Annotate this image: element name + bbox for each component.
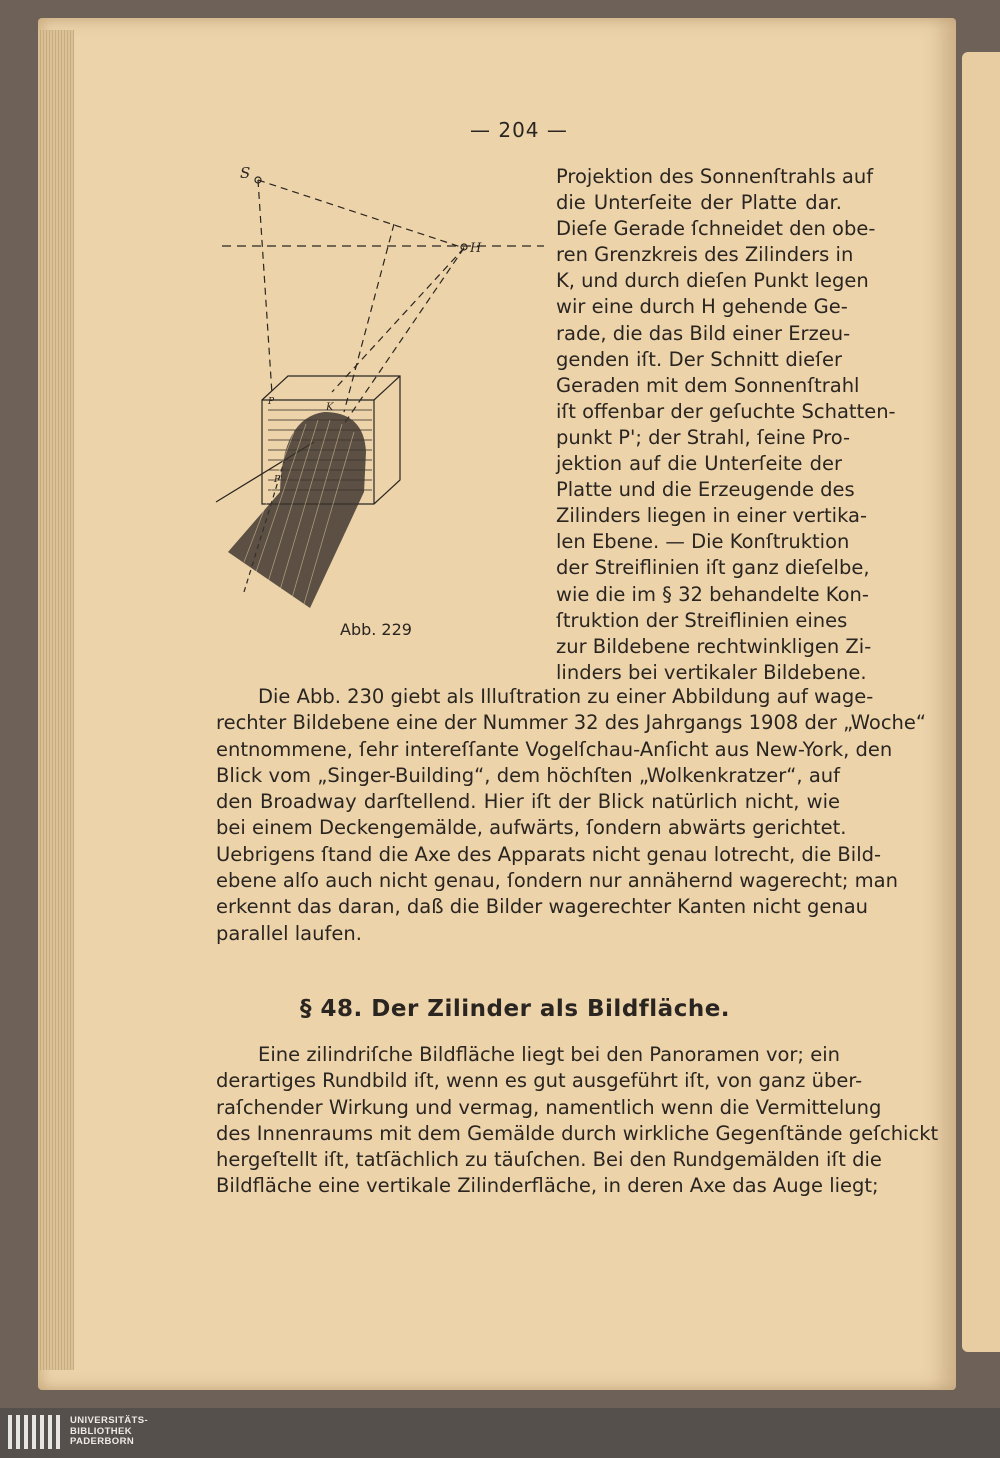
column-line: Platte und die Erzeugende des — [556, 478, 855, 502]
column-line: wir eine durch H gehende Ge- — [556, 295, 848, 319]
paragraph-zilinder — [216, 1042, 939, 1200]
paragraph-line: ebene alſo auch nicht genau, ſondern nur annähernd wagerecht; man — [216, 869, 898, 893]
label-p-prime: P' — [274, 475, 283, 485]
column-line: Projektion des Sonnenſtrahls auf — [556, 165, 874, 188]
column-line: rade, die das Bild einer Erzeu- — [556, 321, 851, 345]
column-line: der Streiflinien iſt ganz dieſelbe, — [556, 556, 870, 580]
paragraph-line: rechter Bildebene eine der Nummer 32 des Jahrgangs 1908 der „Woche“ — [216, 711, 927, 735]
barcode-logo-icon — [8, 1415, 60, 1449]
library-name-line: BIBLIOTHEK — [70, 1425, 133, 1437]
column-line: ſtruktion der Streiflinien eines — [556, 608, 848, 632]
paragraph-line: hergeſtellt iſt, tatſächlich zu täuſchen. Bei den Rundgemälden iſt die — [216, 1148, 882, 1172]
column-line: Dieſe Gerade ſchneidet den obe- — [556, 217, 876, 241]
column-line: K, und durch dieſen Punkt legen — [556, 269, 869, 293]
section-heading: § 48. Der Zilinder als Bildfläche. — [300, 996, 731, 1022]
adjacent-page-edge — [962, 52, 1000, 1352]
page-number: — 204 — — [470, 118, 568, 142]
column-line: wie die im § 32 behandelte Kon- — [556, 582, 869, 606]
column-line: iſt offenbar der geſuchte Schatten- — [556, 399, 896, 423]
library-name-line: PADERBORN — [70, 1436, 135, 1448]
column-line: Zilinders liegen in einer vertika- — [556, 504, 868, 528]
column-line: die Unterſeite der Platte dar. — [556, 191, 842, 215]
paragraph-line: des Innenraums mit dem Gemälde durch wirkliche Gegenſtände geſchickt — [216, 1121, 939, 1145]
right-column-text — [556, 164, 896, 686]
column-line: len Ebene. — Die Konſtruktion — [556, 530, 850, 554]
paragraph-line: raſchender Wirkung und vermag, namentlich wenn die Vermittelung — [216, 1095, 882, 1119]
label-s: S — [240, 164, 251, 182]
paragraph-line: derartiges Rundbild iſt, wenn es gut ausgeführt iſt, von ganz über- — [216, 1069, 863, 1093]
label-p: P — [268, 397, 275, 407]
column-line: linders bei vertikaler Bildebene. — [556, 660, 867, 684]
paragraph-line: Blick vom „Singer-Building“, dem höchſten „Wolkenkratzer“, auf — [216, 763, 840, 787]
column-line: punkt P'; der Strahl, ſeine Pro- — [556, 425, 851, 449]
column-line: Geraden mit dem Sonnenſtrahl — [556, 373, 860, 397]
column-line: ren Grenzkreis des Zilinders in — [556, 243, 854, 267]
figure-caption: Abb. 229 — [340, 620, 412, 639]
library-name — [70, 1416, 148, 1448]
paragraph-line: parallel laufen. — [216, 921, 362, 945]
paragraph-line: Uebrigens ſtand die Axe des Apparats nicht genau lotrecht, die Bild- — [216, 842, 882, 866]
column-line: jektion auf die Unterſeite der — [556, 452, 842, 476]
paragraph-line: den Broadway darſtellend. Hier iſt der Blick natürlich nicht, wie — [216, 790, 840, 814]
library-logo — [8, 1412, 148, 1452]
paragraph-line: erkennt das daran, daß die Bilder wagerechter Kanten nicht genau — [216, 895, 869, 919]
column-line: zur Bildebene rechtwinkligen Zi- — [556, 634, 872, 658]
paragraph-line: Die Abb. 230 giebt als Illuſtration zu einer Abbildung auf wage- — [258, 685, 874, 708]
library-footer-bar — [0, 1408, 1000, 1458]
column-line: genden iſt. Der Schnitt dieſer — [556, 347, 842, 371]
label-h: H — [470, 241, 482, 256]
paragraph-abb-230 — [216, 684, 927, 947]
paragraph-line: Bildfläche eine vertikale Zilinderfläche, in deren Axe das Auge liegt; — [216, 1174, 879, 1198]
paragraph-line: entnommene, ſehr intereſſante Vogelſchau-Anſicht aus New-York, den — [216, 737, 893, 761]
library-name-line: UNIVERSITÄTS- — [70, 1415, 149, 1427]
paragraph-line: bei einem Deckengemälde, aufwärts, ſondern abwärts gerichtet. — [216, 816, 847, 840]
label-k: K — [326, 402, 334, 413]
page-stack-edges — [38, 30, 74, 1370]
paragraph-line: Eine zilindriſche Bildfläche liegt bei den Panoramen vor; ein — [258, 1043, 840, 1066]
figure-229-diagram — [214, 162, 554, 612]
